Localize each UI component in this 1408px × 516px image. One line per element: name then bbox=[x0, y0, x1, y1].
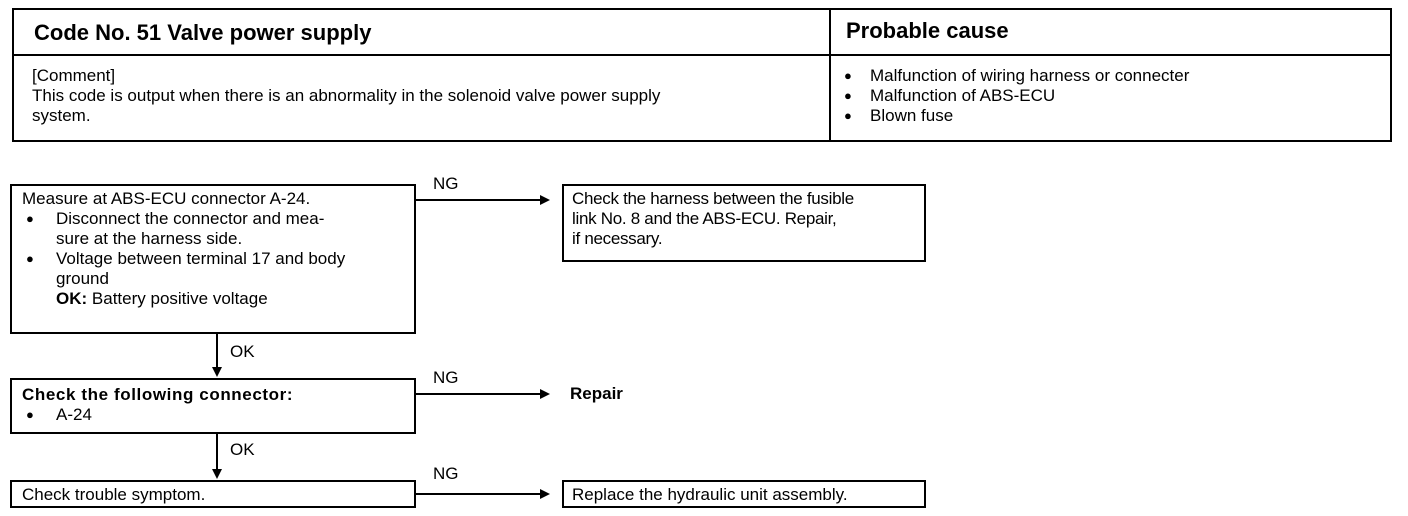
ng-label: NG bbox=[433, 368, 459, 387]
arrow-right-icon bbox=[540, 389, 550, 399]
bullet-icon: ● bbox=[844, 88, 852, 103]
step1-bullet: ● Disconnect the connector and mea- sure at the harness side. bbox=[22, 209, 408, 249]
step2-box bbox=[10, 378, 416, 434]
ok-label: OK: bbox=[56, 289, 88, 308]
bullet-icon: ● bbox=[844, 108, 852, 123]
cause-item: ● Blown fuse bbox=[840, 106, 1380, 126]
step3-ng-result-box: Replace the hydraulic unit assembly. bbox=[562, 480, 926, 508]
cause-list bbox=[840, 66, 1380, 126]
step3-title: Check trouble symptom. bbox=[22, 485, 206, 504]
bullet-icon: ● bbox=[844, 68, 852, 83]
ok-value: Battery positive voltage bbox=[91, 289, 268, 308]
ok-arrow-line bbox=[216, 434, 218, 470]
step1-ng-result-box: Check the harness between the fusible link No. 8 and the ABS-ECU. Repair, if necessary. bbox=[562, 184, 926, 262]
ok-label: OK bbox=[230, 440, 255, 459]
comment-text-line1: This code is output when there is an abnormality in the solenoid valve power supply bbox=[32, 86, 661, 105]
step1-box bbox=[10, 184, 416, 334]
cause-item: ● Malfunction of ABS-ECU bbox=[840, 86, 1380, 106]
bullet-icon: ● bbox=[26, 251, 34, 266]
step3-box bbox=[10, 480, 416, 508]
step2-title: Check the following connector: bbox=[22, 385, 294, 404]
cause-item: ● Malfunction of wiring harness or connecter bbox=[840, 66, 1380, 86]
ok-arrow-line bbox=[216, 334, 218, 368]
probable-cause-title: Probable cause bbox=[846, 18, 1009, 43]
header-row-divider bbox=[14, 54, 1390, 56]
step2-ng-result: Repair bbox=[570, 384, 623, 403]
arrow-right-icon bbox=[540, 195, 550, 205]
code-title: Code No. 51 Valve power supply bbox=[34, 20, 372, 45]
ng-arrow-line bbox=[416, 199, 546, 201]
ok-label: OK bbox=[230, 342, 255, 361]
header-table bbox=[12, 8, 1392, 142]
header-column-divider bbox=[829, 10, 831, 140]
bullet-icon: ● bbox=[26, 407, 34, 422]
comment-text-line2: system. bbox=[32, 106, 91, 125]
bullet-icon: ● bbox=[26, 211, 34, 226]
comment-block bbox=[32, 66, 822, 126]
ng-label: NG bbox=[433, 464, 459, 483]
ng-arrow-line bbox=[416, 493, 546, 495]
ng-label: NG bbox=[433, 174, 459, 193]
step2-bullet: ● A-24 bbox=[22, 405, 408, 425]
ng-arrow-line bbox=[416, 393, 546, 395]
arrow-down-icon bbox=[212, 469, 222, 479]
comment-label: [Comment] bbox=[32, 66, 116, 85]
step1-bullet: ● Voltage between terminal 17 and body ground OK: Battery positive voltage bbox=[22, 249, 408, 309]
step1-title: Measure at ABS-ECU connector A-24. bbox=[22, 189, 311, 208]
arrow-down-icon bbox=[212, 367, 222, 377]
arrow-right-icon bbox=[540, 489, 550, 499]
